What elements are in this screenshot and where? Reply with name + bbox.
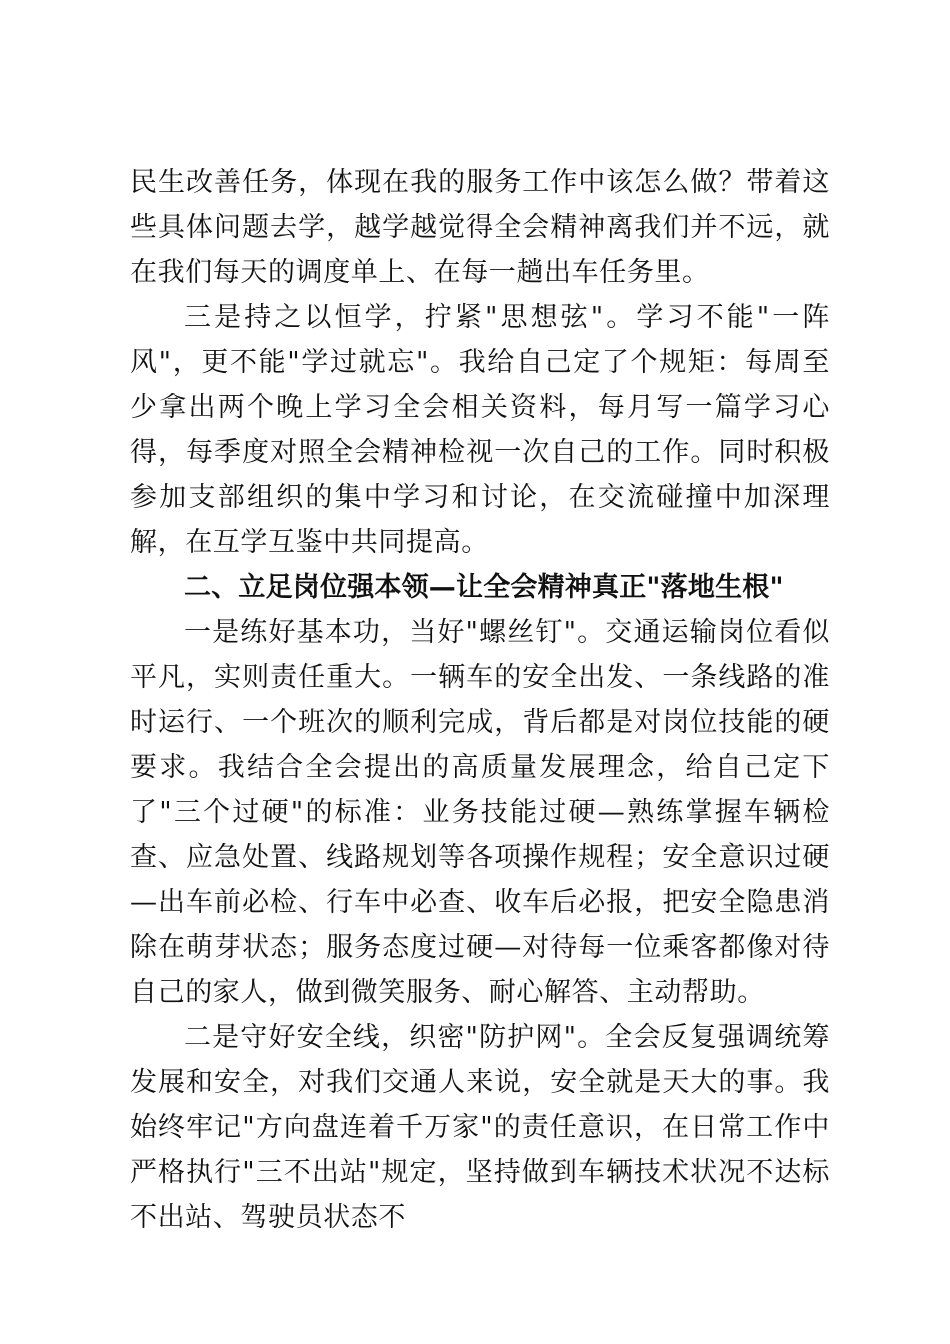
paragraph-study-persistently: 三是持之以恒学，拧紧"思想弦"。学习不能"一阵风"，更不能"学过就忘"。我给自己定了个规矩：每周至少拿出两个晚上学习全会相关资料，每月写一篇学习心得，每季度对照全会精神检视一次自己的工作。同时积极参加支部组织的集中学习和讨论，在交流碰撞中加深理解，在互学互鉴中共同提高。 [130,302,830,558]
paragraph-safety-line: 二是守好安全线，织密"防护网"。全会反复强调统筹发展和安全，对我们交通人来说，安全就是天大的事。我始终牢记"方向盘连着千万家"的责任意识，在日常工作中严格执行"三不出站"规定，坚持做到车辆技术状况不达标不出站、驾驶员状态不 [130,1022,830,1233]
paragraph-continuation: 民生改善任务，体现在我的服务工作中该怎么做？带着这些具体问题去学，越学越觉得全会精神离我们并不远，就在我们每天的调度单上、在每一趟出车任务里。 [130,167,830,288]
section-heading-2: 二、立足岗位强本领—让全会精神真正"落地生根" [184,572,784,603]
paragraph-basic-skills: 一是练好基本功，当好"螺丝钉"。交通运输岗位看似平凡，实则责任重大。一辆车的安全出发、一条线路的准时运行、一个班次的顺利完成，背后都是对岗位技能的硬要求。我结合全会提出的高质量发展理念，给自己定下了"三个过硬"的标准：业务技能过硬—熟练掌握车辆检查、应急处置、线路规划等各项操作规程；安全意识过硬—出车前必检、行车中必查、收车后必报，把安全隐患消除在萌芽状态；服务态度过硬—对待每一位乘客都像对待自己的家人，做到微笑服务、耐心解答、主动帮助。 [130,617,830,1008]
document-body [130,160,830,1240]
